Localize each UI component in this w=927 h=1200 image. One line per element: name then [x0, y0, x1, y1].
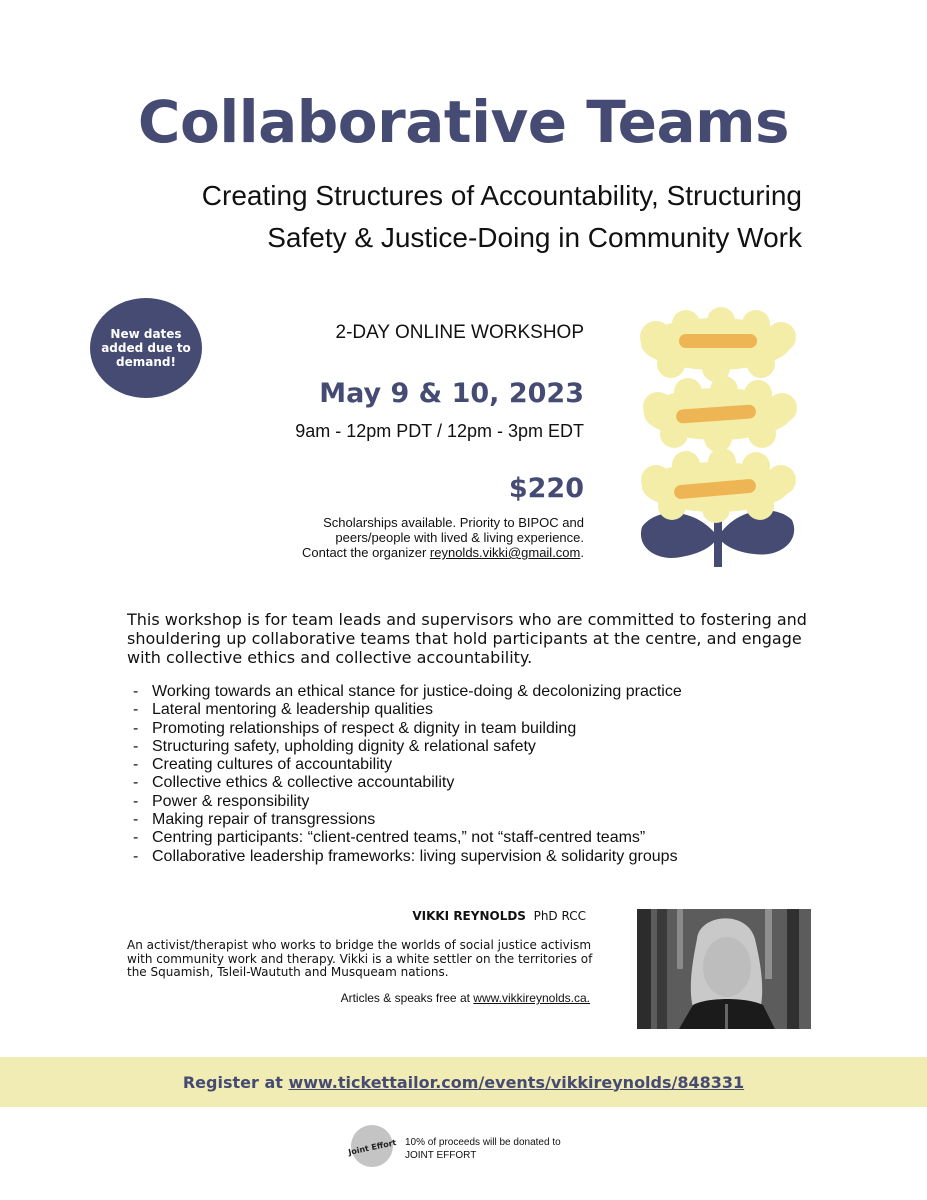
website-link[interactable]: www.vikkireynolds.ca.	[473, 991, 590, 1005]
register-link[interactable]: www.tickettailor.com/events/vikkireynolds/848331	[288, 1072, 745, 1092]
workshop-description: This workshop is for team leads and supervisors who are committed to fostering and shouldering up collaborative teams that hold participants at the centre, and engage with collective ethics and collective accountability.	[127, 610, 807, 667]
subtitle-line-1: Creating Structures of Accountability, Structuring	[201, 180, 802, 211]
facilitator-name-line	[412, 909, 586, 923]
facilitator-articles-line	[341, 991, 590, 1005]
flower-petals-top	[640, 307, 796, 382]
facilitator-credentials: PhD RCC	[533, 909, 586, 923]
list-item: - Making repair of transgressions	[133, 811, 376, 829]
contact-line	[302, 545, 584, 560]
list-item: - Centring participants: “client-centred teams,” not “staff-centred teams”	[133, 829, 646, 847]
scholarship-line-1: Scholarships available. Priority to BIPOC and	[323, 515, 584, 530]
list-item: - Structuring safety, upholding dignity & relational safety	[133, 737, 536, 755]
articles-prefix: Articles & speaks free at	[340, 991, 470, 1005]
list-item: - Power & responsibility	[133, 792, 310, 810]
donation-line-2: JOINT EFFORT	[405, 1150, 477, 1161]
register-banner	[0, 1057, 927, 1107]
list-item: - Collaborative leadership frameworks: living supervision & solidarity groups	[133, 847, 678, 865]
scholarship-line-2: peers/people with lived & living experience.	[335, 530, 584, 545]
photo-placeholder	[637, 909, 811, 1029]
contact-suffix: .	[580, 545, 584, 560]
facilitator-photo	[637, 909, 811, 1029]
logo-text: Joint Effort	[347, 1137, 398, 1157]
workshop-format: 2-DAY ONLINE WORKSHOP	[335, 322, 584, 343]
event-date: May 9 & 10, 2023	[319, 378, 584, 409]
list-item: - Collective ethics & collective accountability	[133, 774, 455, 792]
flower-illustration	[636, 312, 801, 574]
facilitator-bio: An activist/therapist who works to bridge the worlds of social justice activism with community work and therapy. Vikki is a white settler on the territories of the Squamish, Tsleil-Waututh and Musqueam nations.	[127, 938, 593, 979]
list-item: - Lateral mentoring & leadership qualities	[133, 701, 434, 719]
event-time: 9am - 12pm PDT / 12pm - 3pm EDT	[295, 421, 584, 441]
list-item: - Creating cultures of accountability	[133, 756, 393, 774]
joint-effort-logo	[347, 1125, 398, 1167]
list-item: - Promoting relationships of respect & dignity in team building	[133, 719, 577, 737]
event-price: $220	[508, 473, 584, 504]
topics-list	[133, 683, 682, 866]
facilitator-name: VIKKI REYNOLDS	[412, 909, 526, 923]
donation-line-1: 10% of proceeds will be donated to	[405, 1137, 561, 1148]
badge-text: New dates added due to demand!	[101, 327, 191, 369]
list-item: - Working towards an ethical stance for justice-doing & decolonizing practice	[133, 683, 682, 700]
flower-petals-bottom	[641, 448, 796, 523]
flower-petals-middle	[643, 376, 797, 452]
new-dates-badge	[90, 298, 202, 398]
donation-note	[405, 1136, 561, 1162]
contact-email-link[interactable]: reynolds.vikki@gmail.com	[429, 545, 581, 560]
page-title: Collaborative Teams	[137, 88, 790, 156]
contact-prefix: Contact the organizer	[301, 545, 427, 560]
subtitle-line-2: Safety & Justice-Doing in Community Work	[267, 222, 802, 253]
register-prefix: Register at	[182, 1072, 283, 1092]
